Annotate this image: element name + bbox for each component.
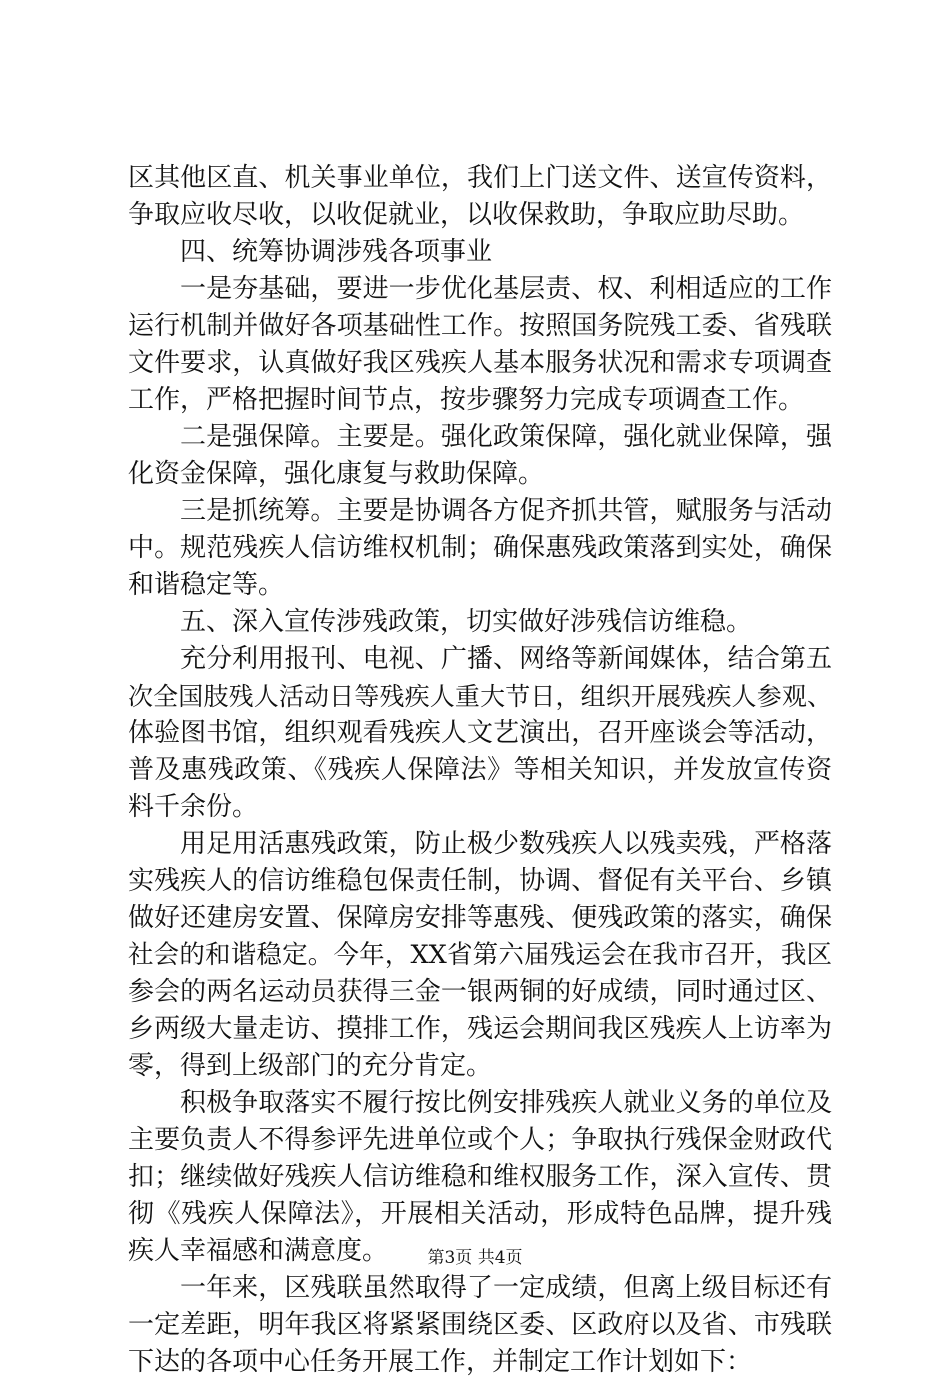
text-line: 下达的各项中心任务开展工作，并制定工作计划如下： [128,1347,753,1377]
document-body [128,160,832,1381]
text-line: 一是夯基础，要进一步优化基层责、权、利相适应的工作 [180,274,832,304]
text-line: 积极争取落实不履行按比例安排残疾人就业义务的单位及 [180,1088,832,1118]
text-line: 疾人幸福感和满意度。 [128,1236,389,1266]
text-line: 社会的和谐稳定。今年，XX省第六届残运会在我市召开，我区 [128,940,832,970]
text-line: 化资金保障，强化康复与救助保障。 [128,459,545,489]
text-line: 用足用活惠残政策，防止极少数残疾人以残卖残，严格落 [180,829,832,859]
text-line: 乡两级大量走访、摸排工作，残运会期间我区残疾人上访率为 [128,1014,832,1044]
text-line: 体验图书馆，组织观看残疾人文艺演出，召开座谈会等活动， [128,718,832,748]
text-line: 主要负责人不得参评先进单位或个人；争取执行残保金财政代 [128,1125,832,1155]
text-line: 和谐稳定等。 [128,570,285,600]
text-line: 实残疾人的信访维稳包保责任制，协调、督促有关平台、乡镇 [128,866,832,896]
text-line: 扣；继续做好残疾人信访维稳和维权服务工作，深入宣传、贯 [128,1162,832,1192]
page-footer: 第3页 共4页 [427,1248,523,1268]
text-line: 料千余份。 [128,792,259,822]
text-line: 一年来，区残联虽然取得了一定成绩，但离上级目标还有 [180,1273,832,1303]
text-line: 文件要求，认真做好我区残疾人基本服务状况和需求专项调查 [128,348,832,378]
text-line: 三是抓统筹。主要是协调各方促齐抓共管，赋服务与活动 [180,496,832,526]
text-line: 彻《残疾人保障法》，开展相关活动，形成特色品牌，提升残 [128,1199,832,1229]
text-line: 工作，严格把握时间节点，按步骤努力完成专项调查工作。 [128,385,805,415]
text-line: 五、深入宣传涉残政策，切实做好涉残信访维稳。 [180,607,753,637]
text-line: 零，得到上级部门的充分肯定。 [128,1051,493,1081]
text-line: 二是强保障。主要是。强化政策保障，强化就业保障，强 [180,422,832,452]
text-line: 争取应收尽收，以收促就业，以收保救助，争取应助尽助。 [128,200,805,230]
text-line: 做好还建房安置、保障房安排等惠残、便残政策的落实，确保 [128,903,832,933]
text-line: 充分利用报刊、电视、广播、网络等新闻媒体，结合第五 [180,644,832,674]
text-line: 次全国肢残人活动日等残疾人重大节日，组织开展残疾人参观、 [128,682,832,711]
text-line: 参会的两名运动员获得三金一银两铜的好成绩，同时通过区、 [128,977,832,1007]
text-line: 运行机制并做好各项基础性工作。按照国务院残工委、省残联 [128,311,832,341]
text-line: 一定差距，明年我区将紧紧围绕区委、区政府以及省、市残联 [128,1310,832,1340]
text-line: 普及惠残政策、《残疾人保障法》等相关知识，并发放宣传资 [128,755,832,785]
text-line: 中。规范残疾人信访维权机制；确保惠残政策落到实处，确保 [128,533,832,563]
text-line: 四、统筹协调涉残各项事业 [180,237,493,267]
text-line: 区其他区直、机关事业单位，我们上门送文件、送宣传资料， [128,163,832,193]
